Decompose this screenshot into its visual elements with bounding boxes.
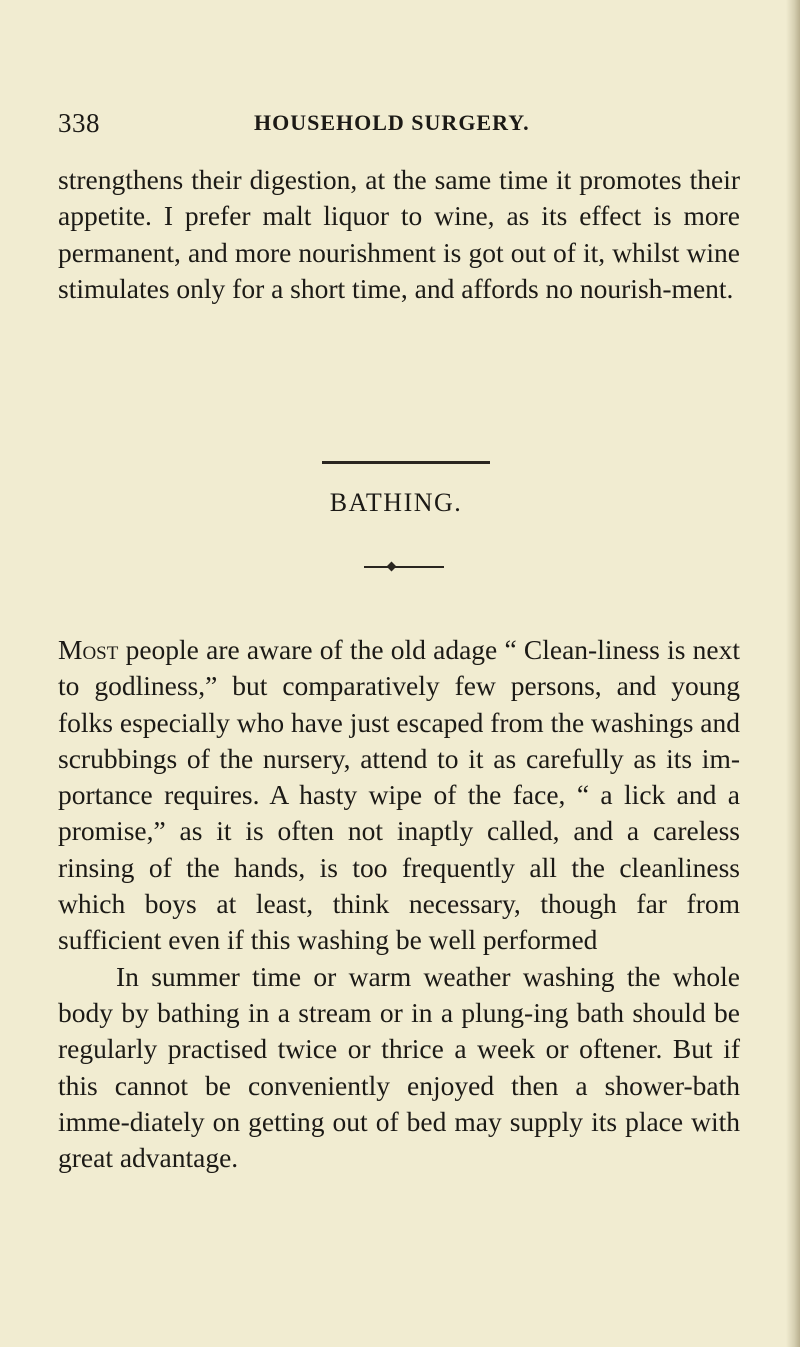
- page-edge-shadow: [786, 0, 800, 1347]
- page-number: 338: [58, 108, 100, 138]
- paragraph-text: strengthens their digestion, at the same time it promotes their appetite. I prefer malt liquor to wine, as its effect is more permanent, and more nourishment is got out of it, whilst wine stimulates only for a short time, and affords no nourish-ment.: [58, 164, 740, 304]
- lead-word: Most: [58, 634, 119, 665]
- running-head: HOUSEHOLD SURGERY.: [254, 110, 530, 135]
- section-divider-rule: [322, 461, 490, 464]
- paragraph-bathing-intro: [58, 632, 740, 1176]
- paragraph-body: people are aware of the old adage “ Clean-liness is next to godliness,” but comparatively few persons, and young folks especially who have just escaped from the washings and scrubbings of the nursery, attend to it as carefully as its im-portance requires. A hasty wipe of the face, “ a lick and a promise,” as it is often not inaptly called, and a careless rinsing of the hands, is too frequently all the cleanliness which boys at least, think necessary, though far from sufficient even if this washing be well performed: [58, 634, 740, 956]
- paragraph-summer-bathing: In summer time or warm weather washing the whole body by bathing in a stream or in a plung-ing bath should be regularly practised twice or thrice a week or oftener. But if this cannot be conveniently enjoyed then a shower-bath imme-diately on getting out of bed may supply its place with great advantage.: [58, 960, 740, 1174]
- ornament-line: [364, 566, 444, 568]
- page-header: [58, 100, 748, 140]
- section-heading: [0, 488, 800, 518]
- section-title: BATHING.: [329, 488, 463, 517]
- paragraph-malt-liquor: [58, 162, 740, 307]
- ornamental-rule: [364, 562, 444, 572]
- diamond-ornament-icon: [387, 562, 397, 572]
- paragraph-text: [58, 632, 740, 959]
